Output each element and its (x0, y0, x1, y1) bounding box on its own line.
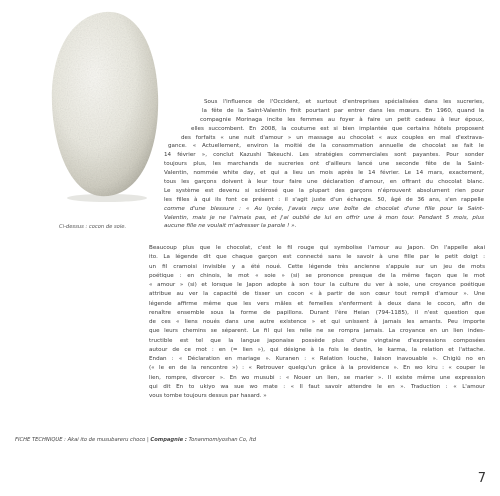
text-line: Beaucoup plus que le chocolat, c'est le fil rouge qui symbolise l'amour au Japon. On l'appelle akai (149, 245, 485, 251)
text-line: la fête de la Saint-Valentin finit pourtant par entrer dans les mœurs. En 1960, quand la (202, 107, 484, 114)
text-line: attribue au ver la capacité de tisser un cocon « à partir de son cœur tout rempli d'amour ». Une (149, 291, 485, 298)
technical-text: Akai ito de musubareru choco (67, 437, 146, 443)
text-line: les filles à qui ils font ce présent : il s'agit juste d'un échange. 50, âgé de 36 ans, s'en rappelle (164, 196, 484, 203)
text-line: que leurs chemins se séparent. Le fil qui les relie ne se rompra jamais. La croyance en un lien indes- (149, 328, 485, 335)
technical-label: FICHE TECHNIQUE : (15, 437, 66, 443)
silk-cocoon-photo (44, 4, 168, 204)
text-line: vous tombe toujours dessus par hasard. » (149, 393, 267, 399)
text-line: Valentin, nommée white day, et qui a lieu un mois après le 14 février. Le 14 mars, exactement, (164, 170, 484, 177)
text-line: aucune fille ne voulait m'adresser la parole ! ». (164, 223, 297, 230)
image-caption: Ci-dessus : cocon de soie. (59, 224, 127, 230)
text-line: lien, rompre, divorcer ». En wo musubi : « Nouer un lien, se marier ». Il existe même une expression (149, 374, 485, 381)
text-line: ito. La légende dit que chaque garçon est connecté sans le savoir à une fille par le petit doigt : (149, 254, 485, 261)
company-text: Tonanmomiyoshan Co, ltd (188, 437, 257, 443)
text-line: tous les garçons doivent à leur tour faire une déclaration d'amour, en offrant du chocolat blanc. (164, 179, 484, 186)
text-line: gance. « Actuellement, environ la moitié de la consommation annuelle de chocolat se fait le (168, 143, 484, 150)
text-line: poétique : en chinois, le mot « soie » (si) se prononce presque de la même façon que le mot (149, 272, 485, 279)
text-line: autour de ce mot : en (= lien »), qui désigne à la fois le destin, le karma, la relation et l'attache. (149, 346, 485, 353)
text-line: compagnie Morinaga incite les femmes au foyer à faire un petit cadeau à leur époux, (200, 116, 484, 123)
text-line: des forfaits « une nuit d'amour » un massage au chocolat « aux couples en mal d'extrava- (181, 134, 484, 141)
paragraph-fil-rouge (149, 244, 485, 401)
text-line: de ces « liens noués dans une autre existence » et qui unissent à jamais les amants. Peu importe (149, 319, 485, 325)
text-line: (« le en de la rencontre ») : « Retrouver quelqu'un grâce à la providence ». En wo kiru : « couper le (149, 365, 485, 372)
text-line: qui dit En to ukiyo wa sue wo mate : « Il faut savoir attendre le en ». Traduction : « L'amour (149, 383, 485, 390)
text-line: « amour » (si) et lorsque le Japon adopte à son tour la culture du ver à soie, une croyance poétique (149, 282, 485, 288)
text-line: Endan : « Déclaration en mariage ». Kuranen : « Relation louche, liaison inavouable ». Chigiü no en (149, 356, 485, 362)
text-line: légende affirme même que les vers mâles et femelles s'enferment à deux dans le cocon, afin de (149, 300, 485, 307)
text-line: elles succombent. En 2008, la coutume est si bien implantée que certains hôtels proposent (191, 125, 484, 132)
text-line: un fil cramoisi invisible y a été noué. Cette légende très ancienne s'appuie sur un jeu de mots (149, 263, 485, 270)
text-line: Le système est devenu si sclérosé que la plupart des garçons n'éprouvent absolument rien pour (164, 187, 484, 194)
technical-sheet: FICHE TECHNIQUE : Akai ito de musubareru choco | Compagnie : Tonanmomiyoshan Co, ltd (15, 437, 257, 443)
text-line: Sous l'influence de l'Occident, et surtout d'entreprises spécialisées dans les sucreries, (204, 99, 484, 105)
text-line: 14 février », conclut Kazushi Takeuchi. Les stratégies commerciales sont payantes. Pour sonder (164, 152, 484, 159)
text-line: renaître ensemble sous la forme de papillons. Durant l'ère Heian (794-1185), il n'est question que (149, 309, 485, 316)
text-line: tructible est tel que la langue japonaise possède plus d'une vingtaine d'expressions composées (149, 337, 485, 344)
page-number: 7 (477, 471, 486, 486)
text-line: Valentin, mais je ne l'aimais pas, et j'ai oublié de lui en offrir une à mon tour. Pendant 5 mois, plus (164, 214, 484, 221)
company-label: Compagnie : (150, 437, 187, 443)
text-line: toujours plus, les marchands de sucreries ont d'ailleurs lancé une seconde fête de la Saint- (164, 161, 484, 168)
paragraph-saint-valentin (164, 98, 484, 231)
text-line: comme d'une blessure : « Au lycée, j'avais reçu une boîte de chocolat d'une fille pour la Saint- (164, 205, 484, 212)
